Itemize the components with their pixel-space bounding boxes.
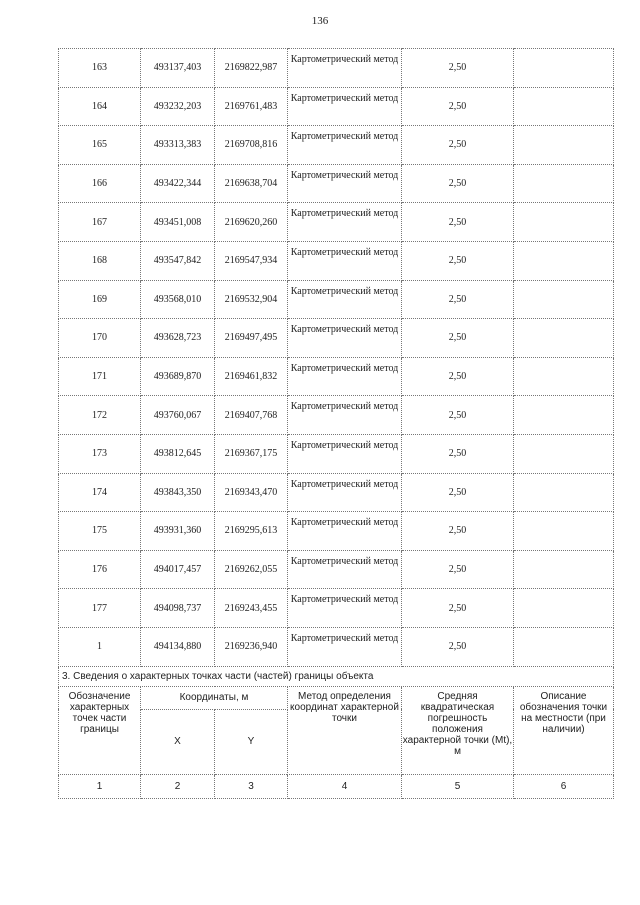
accuracy-cell: 2,50 (402, 550, 514, 589)
x-coordinate-cell: 493812,645 (141, 434, 215, 473)
y-coordinate-cell: 2169367,175 (215, 434, 288, 473)
description-cell (514, 164, 614, 203)
header-description: Описание обозначения точки на местности (при наличии) (514, 686, 614, 774)
accuracy-cell: 2,50 (402, 87, 514, 126)
accuracy-cell: 2,50 (402, 49, 514, 88)
point-id-cell: 165 (59, 126, 141, 165)
x-coordinate-cell: 493843,350 (141, 473, 215, 512)
table-row (59, 589, 614, 628)
x-coordinate-cell: 493689,870 (141, 357, 215, 396)
point-id-cell: 176 (59, 550, 141, 589)
header-method: Метод определения координат характерной точки (288, 686, 402, 774)
table-row (59, 164, 614, 203)
description-cell (514, 627, 614, 666)
method-text: Картометрический метод (290, 632, 399, 644)
y-coordinate-cell: 2169243,455 (215, 589, 288, 628)
method-text: Картометрический метод (290, 169, 399, 181)
table-row (59, 550, 614, 589)
x-coordinate-cell: 493628,723 (141, 319, 215, 358)
table-row (59, 126, 614, 165)
accuracy-cell: 2,50 (402, 126, 514, 165)
table-row (59, 434, 614, 473)
method-cell (288, 203, 402, 242)
method-cell (288, 473, 402, 512)
x-coordinate-cell: 494098,737 (141, 589, 215, 628)
method-cell (288, 627, 402, 666)
column-number-4: 4 (288, 774, 402, 798)
description-cell (514, 203, 614, 242)
x-coordinate-cell: 493232,203 (141, 87, 215, 126)
description-cell (514, 473, 614, 512)
method-text: Картометрический метод (290, 92, 399, 104)
x-coordinate-cell: 493547,842 (141, 241, 215, 280)
accuracy-cell: 2,50 (402, 512, 514, 551)
table-row (59, 280, 614, 319)
method-cell (288, 241, 402, 280)
description-cell (514, 550, 614, 589)
method-cell (288, 434, 402, 473)
method-text: Картометрический метод (290, 131, 399, 143)
method-cell (288, 357, 402, 396)
point-id-cell: 172 (59, 396, 141, 435)
description-cell (514, 49, 614, 88)
x-coordinate-cell: 493451,008 (141, 203, 215, 242)
x-coordinate-cell: 494134,880 (141, 627, 215, 666)
accuracy-cell: 2,50 (402, 396, 514, 435)
method-cell (288, 319, 402, 358)
y-coordinate-cell: 2169547,934 (215, 241, 288, 280)
y-coordinate-cell: 2169822,987 (215, 49, 288, 88)
method-text: Картометрический метод (290, 401, 399, 413)
coordinates-table (58, 48, 614, 799)
y-coordinate-cell: 2169236,940 (215, 627, 288, 666)
method-cell (288, 589, 402, 628)
point-id-cell: 170 (59, 319, 141, 358)
column-number-1: 1 (59, 774, 141, 798)
x-coordinate-cell: 493760,067 (141, 396, 215, 435)
x-coordinate-cell: 493313,383 (141, 126, 215, 165)
method-text: Картометрический метод (290, 594, 399, 606)
table-row (59, 49, 614, 88)
description-cell (514, 126, 614, 165)
description-cell (514, 396, 614, 435)
section-3-block (59, 666, 614, 798)
header-accuracy: Средняя квадратическая погрешность положения характерной точки (Mt), м (402, 686, 514, 774)
column-number-6: 6 (514, 774, 614, 798)
header-x: X (141, 709, 215, 774)
point-id-cell: 166 (59, 164, 141, 203)
header-coordinates: Координаты, м (141, 686, 288, 709)
point-id-cell: 1 (59, 627, 141, 666)
table-row (59, 627, 614, 666)
accuracy-cell: 2,50 (402, 434, 514, 473)
x-coordinate-cell: 493137,403 (141, 49, 215, 88)
point-id-cell: 175 (59, 512, 141, 551)
y-coordinate-cell: 2169708,816 (215, 126, 288, 165)
table-row (59, 473, 614, 512)
page-number: 136 (311, 15, 329, 27)
x-coordinate-cell: 493422,344 (141, 164, 215, 203)
y-coordinate-cell: 2169343,470 (215, 473, 288, 512)
point-id-cell: 174 (59, 473, 141, 512)
method-text: Картометрический метод (290, 439, 399, 451)
header-y: Y (215, 709, 288, 774)
method-text: Картометрический метод (290, 246, 399, 258)
description-cell (514, 589, 614, 628)
description-cell (514, 434, 614, 473)
y-coordinate-cell: 2169497,495 (215, 319, 288, 358)
point-id-cell: 164 (59, 87, 141, 126)
method-cell (288, 512, 402, 551)
accuracy-cell: 2,50 (402, 319, 514, 358)
x-coordinate-cell: 494017,457 (141, 550, 215, 589)
table-row (59, 203, 614, 242)
point-id-cell: 171 (59, 357, 141, 396)
point-id-cell: 173 (59, 434, 141, 473)
y-coordinate-cell: 2169262,055 (215, 550, 288, 589)
method-cell (288, 280, 402, 319)
method-cell (288, 126, 402, 165)
accuracy-cell: 2,50 (402, 164, 514, 203)
point-id-cell: 167 (59, 203, 141, 242)
method-cell (288, 87, 402, 126)
description-cell (514, 87, 614, 126)
column-number-2: 2 (141, 774, 215, 798)
header-point-designation: Обозначение характерных точек части границы (59, 686, 141, 774)
y-coordinate-cell: 2169532,904 (215, 280, 288, 319)
description-cell (514, 319, 614, 358)
description-cell (514, 241, 614, 280)
table-row (59, 87, 614, 126)
y-coordinate-cell: 2169295,613 (215, 512, 288, 551)
method-cell (288, 49, 402, 88)
table-row (59, 396, 614, 435)
accuracy-cell: 2,50 (402, 241, 514, 280)
table-row (59, 357, 614, 396)
y-coordinate-cell: 2169638,704 (215, 164, 288, 203)
column-number-5: 5 (402, 774, 514, 798)
x-coordinate-cell: 493931,360 (141, 512, 215, 551)
method-cell (288, 550, 402, 589)
y-coordinate-cell: 2169407,768 (215, 396, 288, 435)
method-text: Картометрический метод (290, 208, 399, 220)
table-row (59, 241, 614, 280)
point-id-cell: 163 (59, 49, 141, 88)
accuracy-cell: 2,50 (402, 203, 514, 242)
description-cell (514, 357, 614, 396)
method-cell (288, 164, 402, 203)
section-3-title: 3. Сведения о характерных точках части (частей) границы объекта (59, 666, 614, 686)
point-id-cell: 168 (59, 241, 141, 280)
y-coordinate-cell: 2169620,260 (215, 203, 288, 242)
point-id-cell: 169 (59, 280, 141, 319)
table-row (59, 319, 614, 358)
accuracy-cell: 2,50 (402, 627, 514, 666)
method-text: Картометрический метод (290, 478, 399, 490)
y-coordinate-cell: 2169461,832 (215, 357, 288, 396)
y-coordinate-cell: 2169761,483 (215, 87, 288, 126)
column-number-3: 3 (215, 774, 288, 798)
method-text: Картометрический метод (290, 517, 399, 529)
coordinates-table-body (59, 49, 614, 667)
accuracy-cell: 2,50 (402, 589, 514, 628)
point-id-cell: 177 (59, 589, 141, 628)
description-cell (514, 512, 614, 551)
method-text: Картометрический метод (290, 555, 399, 567)
accuracy-cell: 2,50 (402, 357, 514, 396)
x-coordinate-cell: 493568,010 (141, 280, 215, 319)
method-text: Картометрический метод (290, 54, 399, 65)
method-text: Картометрический метод (290, 285, 399, 297)
method-cell (288, 396, 402, 435)
table-row (59, 512, 614, 551)
accuracy-cell: 2,50 (402, 280, 514, 319)
description-cell (514, 280, 614, 319)
method-text: Картометрический метод (290, 324, 399, 336)
accuracy-cell: 2,50 (402, 473, 514, 512)
method-text: Картометрический метод (290, 362, 399, 374)
